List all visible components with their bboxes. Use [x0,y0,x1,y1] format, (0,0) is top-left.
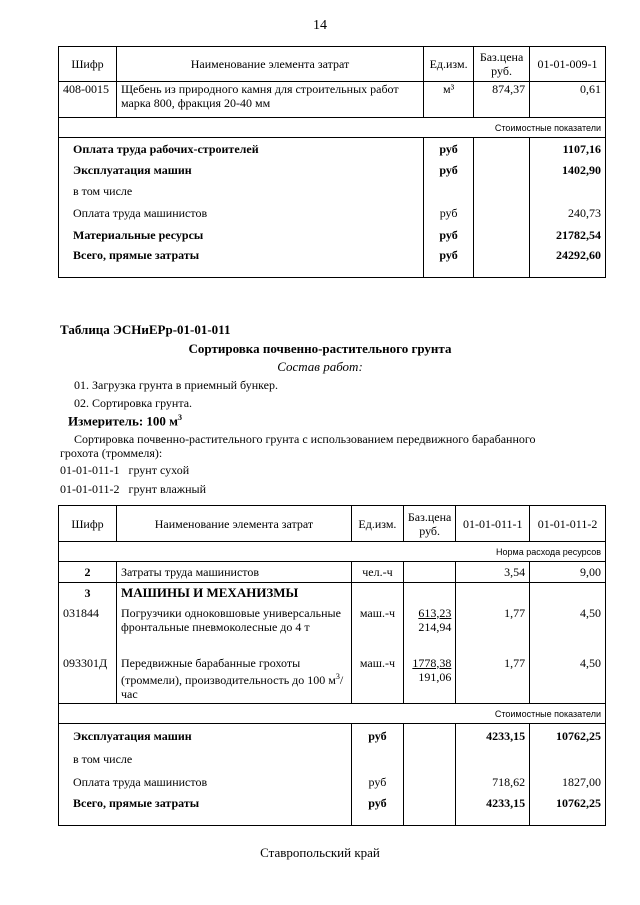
section-subtitle: Сортировка почвенно-растительного грунта [188,341,452,356]
cost-value: 24292,60 [530,246,606,278]
row-code: 3 [59,583,117,604]
cost-unit: руб [424,246,474,278]
cost-value-1: 4233,15 [456,724,530,748]
cost-row [59,794,606,826]
cost-name: Оплата труда машинистов [59,202,424,224]
cost-value: 21782,54 [530,224,606,246]
description: Сортировка почвенно-растительного грунта с использованием передвижного барабанного грохота (троммеля): [60,432,536,460]
footer-region: Ставропольский край [260,845,380,860]
section-label: Стоимостные показатели [59,118,606,138]
table-title: Таблица ЭСНиЕРр-01-01-011 [60,322,231,337]
table-row [59,583,606,604]
cost-unit: руб [351,770,403,794]
row-name: Затраты труда машинистов [116,562,351,583]
cost-value-2: 10762,25 [530,794,606,826]
resource-table-2 [58,505,606,826]
cost-name: Эксплуатация машин [59,724,352,748]
cost-name: Всего, прямые затраты [59,246,424,278]
cost-name: Эксплуатация машин [59,160,424,181]
header-price: Баз.цена руб. [403,506,455,542]
row-name: МАШИНЫ И МЕХАНИЗМЫ [116,583,351,604]
row-code: 093301Д [59,654,117,704]
cost-name: в том числе [59,181,424,202]
cost-name: Материальные ресурсы [59,224,424,246]
cost-unit: руб [351,724,403,748]
work-item: 02. Сортировка грунта. [74,396,193,410]
cost-row [59,224,606,246]
header-unit: Ед.изм. [351,506,403,542]
header-value: 01-01-009-1 [530,47,606,82]
cost-value-2: 10762,25 [530,724,606,748]
row-name: Передвижные барабанные грохоты (троммели), производительность до 100 $м^3$/час [116,654,351,704]
row-value: 0,61 [530,82,606,118]
cost-unit: руб [424,138,474,160]
cost-name: в том числе [59,748,352,770]
header-value-1: 01-01-011-1 [456,506,530,542]
row-price: 1778,38 191,06 [403,654,455,704]
cost-name: Оплата труда рабочих-строителей [59,138,424,160]
header-value-2: 01-01-011-2 [530,506,606,542]
table-row [59,82,606,118]
work-item: 01. Загрузка грунта в приемный бункер. [74,378,278,392]
cost-value: 240,73 [530,202,606,224]
cost-unit: руб [424,160,474,181]
meter-label: Измеритель: 100 $м^3$ [68,413,183,429]
section-row [59,704,606,724]
cost-value-2: 1827,00 [530,770,606,794]
cost-row [59,138,606,160]
section-label: Стоимостные показатели [59,704,606,724]
row-code: 408-0015 [59,82,117,118]
row-value-1: 3,54 [456,562,530,583]
resource-table-1 [58,46,606,278]
header-code: Шифр [59,506,117,542]
cost-value: 1107,16 [530,138,606,160]
table-header-row [59,506,606,542]
cost-unit: руб [351,794,403,826]
cost-unit: руб [424,224,474,246]
row-value-1: 1,77 [456,654,530,704]
machine-row [59,604,606,654]
section-label: Норма расхода ресурсов [59,542,606,562]
page-number: 14 [313,18,327,33]
cost-value-1: 718,62 [456,770,530,794]
cost-row [59,770,606,794]
cost-row [59,160,606,181]
row-code: 2 [59,562,117,583]
header-unit: Ед.изм. [424,47,474,82]
table-row [59,562,606,583]
row-unit: маш.-ч [351,654,403,704]
row-value-1: 1,77 [456,604,530,654]
header-name: Наименование элемента затрат [116,47,423,82]
row-name: Погрузчики одноковшовые универсальные фронтальные пневмоколесные до 4 т [116,604,351,654]
cost-value-1: 4233,15 [456,794,530,826]
variant-item: 01-01-011-1 грунт сухой [60,463,190,477]
header-name: Наименование элемента затрат [116,506,351,542]
table-header-row [59,47,606,82]
header-code: Шифр [59,47,117,82]
cost-value: 1402,90 [530,160,606,181]
cost-name: Всего, прямые затраты [59,794,352,826]
row-value-2: 4,50 [530,604,606,654]
cost-unit: руб [424,202,474,224]
composition-title: Состав работ: [277,359,363,374]
section-row [59,542,606,562]
cost-row [59,181,606,202]
machine-row [59,654,606,704]
section-row [59,118,606,138]
cost-row [59,202,606,224]
row-unit: чел.-ч [351,562,403,583]
header-price: Баз.цена руб. [474,47,530,82]
variant-item: 01-01-011-2 грунт влажный [60,482,206,496]
row-price: 874,37 [474,82,530,118]
row-code: 031844 [59,604,117,654]
row-value-2: 9,00 [530,562,606,583]
cost-row [59,246,606,278]
row-unit: маш.-ч [351,604,403,654]
row-value-2: 4,50 [530,654,606,704]
row-price: 613,23 214,94 [403,604,455,654]
cost-row [59,748,606,770]
row-name: Щебень из природного камня для строительных работ марка 800, фракция 20-40 мм [116,82,423,118]
cost-row [59,724,606,748]
cost-name: Оплата труда машинистов [59,770,352,794]
row-unit: м³ [424,82,474,118]
